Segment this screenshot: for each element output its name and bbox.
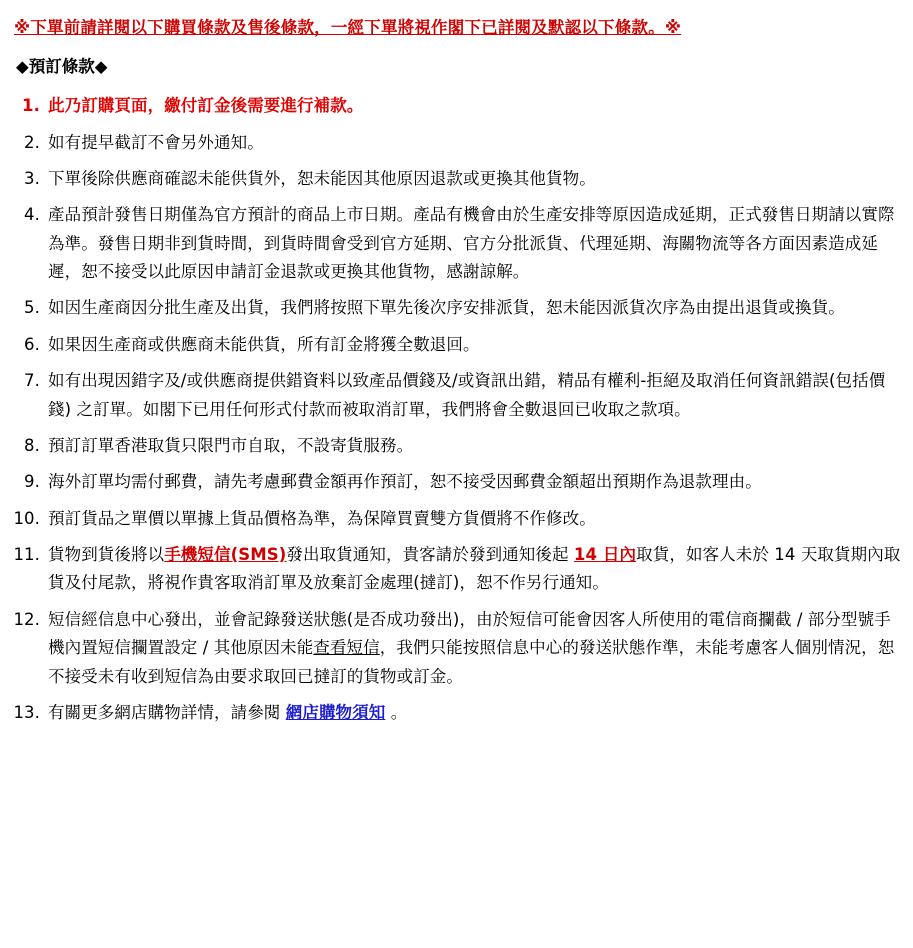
top-notice: ※下單前請詳閱以下購買條款及售後條款，一經下單將視作閣下已詳閱及默認以下條款。※ bbox=[14, 18, 682, 37]
list-item bbox=[10, 699, 903, 727]
list-item bbox=[10, 468, 903, 496]
list-item bbox=[10, 331, 903, 359]
term-text: 預訂貨品之單價以單據上貨品價格為準，為保障買賣雙方貨價將不作修改。 bbox=[48, 508, 596, 528]
list-item bbox=[10, 606, 903, 691]
term-text-part: 有關更多網店購物詳情，請參閱 bbox=[48, 702, 286, 722]
term-text-part: 。 bbox=[385, 702, 408, 722]
term-text: 如果因生產商或供應商未能供貨，所有訂金將獲全數退回。 bbox=[48, 334, 480, 354]
list-item bbox=[10, 294, 903, 322]
list-item bbox=[10, 367, 903, 424]
view-sms-underline: 查看短信 bbox=[313, 638, 380, 658]
list-item bbox=[10, 432, 903, 460]
pickup-period-highlight: 14 日內 bbox=[573, 545, 637, 565]
list-item bbox=[10, 201, 903, 286]
term-text-part: 取貨，如客人未於 14 天取貨期內取貨及付尾款，將視作貴客取消訂單及放棄訂金處理(撻訂)，恕不作另行通知。 bbox=[48, 545, 901, 593]
store-shopping-notes-link[interactable]: 網店購物須知 bbox=[285, 702, 386, 722]
list-item bbox=[10, 92, 903, 120]
term-text: 此乃訂購頁面，繳付訂金後需要進行補款。 bbox=[48, 96, 364, 116]
term-text-part: 短信經信息中心發出，並會記錄發送狀態(是否成功發出)，由於短信可能會因客人所使用的電信商攔截 / 部分型號手機內置短信攔置設定 / 其他原因未能 bbox=[48, 609, 891, 658]
term-text: 如有提早截訂不會另外通知。 bbox=[48, 132, 264, 152]
term-text: 如有出現因錯字及/或供應商提供錯資料以致產品價錢及/或資訊出錯，精品有權利-拒絕及取消任何資訊錯誤(包括價錢) 之訂單。如閣下已用任何形式付款而被取消訂單，我們將會全數退回已收取之款項。 bbox=[48, 371, 886, 419]
section-title: ◆預訂條款◆ bbox=[16, 57, 108, 77]
term-text-part: 貨物到貨後將以 bbox=[48, 545, 165, 565]
list-item bbox=[10, 129, 903, 157]
list-item bbox=[10, 165, 903, 193]
terms-list bbox=[10, 92, 903, 727]
sms-highlight: 手機短信(SMS) bbox=[164, 545, 287, 565]
term-text-part: 發出取貨通知，貴客請於發到通知後起 bbox=[286, 545, 574, 565]
term-text: 產品預計發售日期僅為官方預計的商品上市日期。產品有機會由於生產安排等原因造成延期，正式發售日期請以實際為準。發售日期非到貨時間，到貨時間會受到官方延期、官方分批派貨、代理延期、海關物流等各方面因素造成延遲，恕不接受以此原因申請訂金退款或更換其他貨物，感謝諒解。 bbox=[48, 205, 895, 282]
term-text-part: ，我們只能按照信息中心的發送狀態作準，未能考慮客人個別情況，恕不接受未有收到短信為由要求取回已撻訂的貨物或訂金。 bbox=[48, 638, 895, 686]
term-text: 如因生產商因分批生產及出貨，我們將按照下單先後次序安排派貨，恕未能因派貨次序為由提出退貨或換貨。 bbox=[48, 298, 845, 318]
list-item bbox=[10, 541, 903, 598]
list-item bbox=[10, 505, 903, 533]
term-text: 下單後除供應商確認未能供貨外，恕未能因其他原因退款或更換其他貨物。 bbox=[48, 168, 596, 188]
term-text: 預訂訂單香港取貨只限門市自取，不設寄貨服務。 bbox=[48, 435, 414, 455]
term-text: 海外訂單均需付郵費，請先考慮郵費金額再作預訂，恕不接受因郵費金額超出預期作為退款理由。 bbox=[48, 472, 762, 492]
